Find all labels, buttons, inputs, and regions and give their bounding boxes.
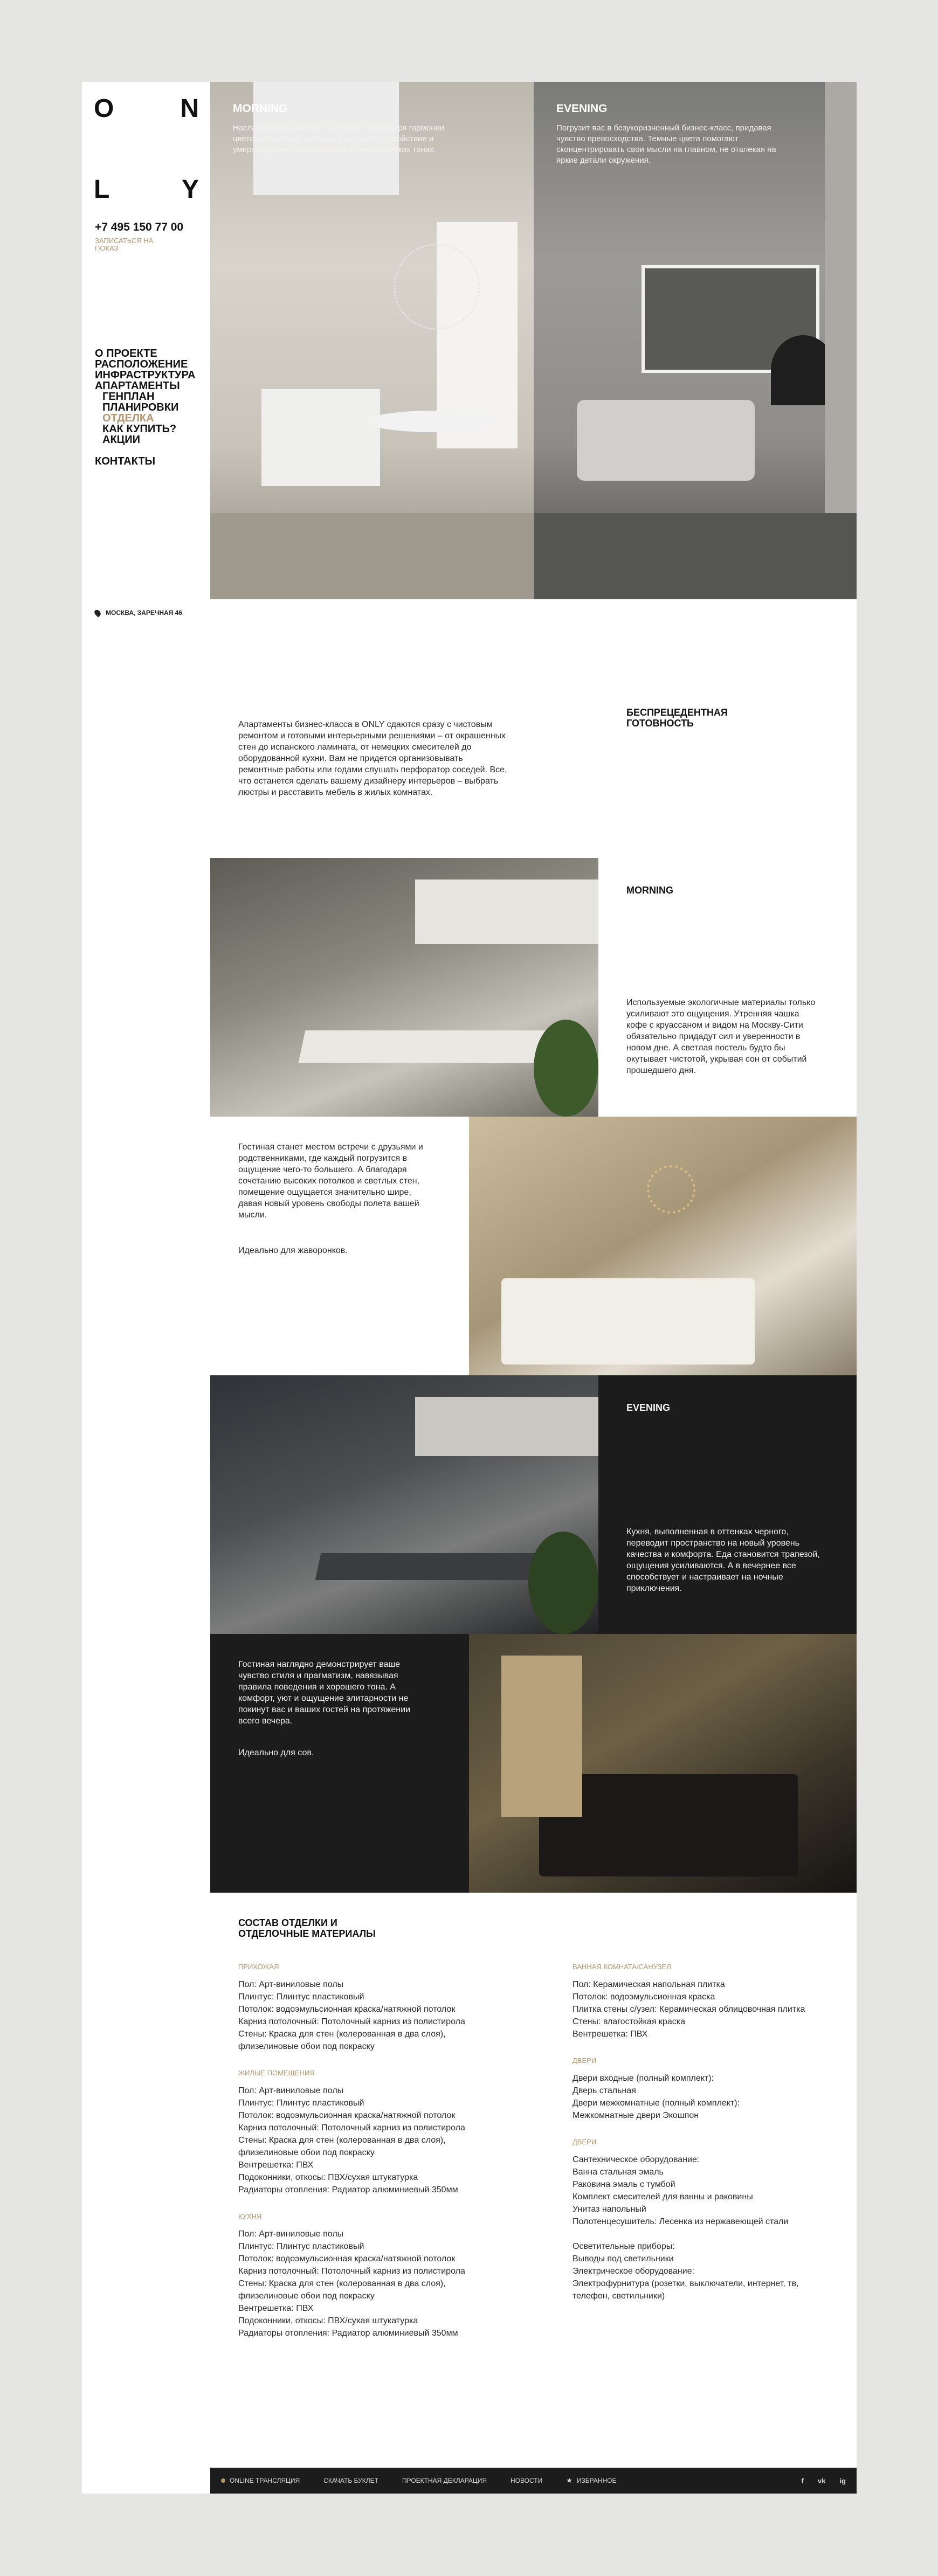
material-line: Дверь стальная <box>573 2086 636 2095</box>
morning-title: MORNING <box>626 885 673 896</box>
kitchen-cabinets <box>415 1397 598 1456</box>
material-line: Плитка стены с/узел: Керамическая облицовочная плитка <box>573 2005 805 2014</box>
materials-left-column <box>238 1963 529 2339</box>
hero-morning-text: Наслаждайтесь светом и чистотой. Благодаря гармонии цветовой палитры вы будете ощущать спокойствие и умиротворение, расслабляясь в теплых мягких тонах. <box>233 123 445 154</box>
social-links <box>802 2477 846 2485</box>
material-line: Пол: Арт-виниловые полы <box>238 2229 344 2239</box>
evening-title: EVENING <box>626 1402 671 1413</box>
vk-icon[interactable]: vk <box>817 2476 826 2485</box>
dining-table <box>315 1553 548 1580</box>
logo-letter-o: O <box>94 94 114 123</box>
material-line: Унитаз напольный <box>573 2205 646 2214</box>
menu-item-finishing[interactable]: ОТДЕЛКА <box>102 412 154 424</box>
material-line: Вентрешетка: ПВХ <box>238 2160 314 2170</box>
hero-morning-image <box>210 82 534 599</box>
evening-bedroom-section <box>210 1634 857 1893</box>
material-line: Раковина эмаль с тумбой <box>573 2180 675 2189</box>
material-line: Плинтус: Плинтус пластиковый <box>238 1992 364 2002</box>
kitchen-cabinets <box>415 880 598 944</box>
material-line: Плинтус: Плинтус пластиковый <box>238 2242 364 2251</box>
hero-evening-label: EVENING <box>556 102 608 115</box>
material-line: флизелиновые обои под покраску <box>238 2148 375 2157</box>
plant <box>528 1532 598 1634</box>
material-line: Межкомнатные двери Экошпон <box>573 2111 699 2120</box>
footer-project-declaration-label: ПРОЕКТНАЯ ДЕКЛАРАЦИЯ <box>402 2477 487 2484</box>
sofa <box>577 400 755 481</box>
main-menu <box>95 348 195 467</box>
material-line: Сантехническое оборудование: <box>573 2155 700 2164</box>
material-line: Пол: Арт-виниловые полы <box>238 1980 344 1989</box>
material-line: Потолок: водоэмульсионная краска <box>573 1992 715 2002</box>
spacer <box>573 2228 842 2240</box>
material-line: Двери межкомнатные (полный комплект): <box>573 2099 740 2108</box>
address-text: МОСКВА, ЗАРЕЧНАЯ 46 <box>106 609 182 617</box>
evening-text-2: Гостиная наглядно демонстрирует ваше чувство стиля и прагматизм, навязывая правила поведения и хорошего тона. А комфорт, уют и ощущение элитарности не покинут вас и ваших гостей на протяжении всего вечера. <box>238 1660 410 1726</box>
category-bathroom: ВАННАЯ КОМНАТА/САНУЗЕЛ <box>573 1963 671 1971</box>
material-line: Вентрешетка: ПВХ <box>573 2030 648 2039</box>
menu-item-layouts[interactable]: ПЛАНИРОВКИ <box>102 401 179 413</box>
material-line: флизелиновые обои под покраску <box>238 2042 375 2051</box>
material-line: телефон, светильники) <box>573 2291 665 2301</box>
material-line: Карниз потолочный: Потолочный карниз из полистирола <box>238 2267 465 2276</box>
phone-number[interactable]: +7 495 150 77 00 <box>95 221 184 233</box>
footer-download-booklet[interactable] <box>323 2477 378 2484</box>
footer-favorites-label: ИЗБРАННОЕ <box>576 2477 617 2484</box>
ready-title: БЕСПРЕЦЕДЕНТНАЯ ГОТОВНОСТЬ <box>626 707 728 729</box>
material-line: Стены: Краска для стен (колерованная в два слоя), <box>238 2136 446 2145</box>
logo[interactable] <box>94 94 199 218</box>
plant <box>534 1020 598 1117</box>
hero-morning-label: MORNING <box>233 102 288 115</box>
morning-note: Идеально для жаворонков. <box>238 1246 348 1255</box>
material-line: Карниз потолочный: Потолочный карниз из полистирола <box>238 2123 465 2132</box>
ready-text: Апартаменты бизнес-класса в ONLY сдаются сразу с чистовым ремонтом и готовыми интерьерными решениями – от окрашенных стен до испанского ламината, от немецких смесителей до оборудованной кухни. Вам не придется организовывать ремонтные работы или годами слушать перфоратор соседей. Все, что останется сделать вашему дизайнеру интерьеров – выбрать люстры и расставить мебель в жилых комнатах. <box>238 720 507 797</box>
menu-item-location[interactable]: РАСПОЛОЖЕНИЕ <box>95 358 188 370</box>
ready-section <box>210 599 857 858</box>
logo-letter-y: Y <box>181 175 199 204</box>
footer-download-booklet-label: СКАЧАТЬ БУКЛЕТ <box>323 2477 378 2484</box>
logo-letter-l: L <box>94 175 110 204</box>
material-line: Электрическое оборудование: <box>573 2267 694 2276</box>
category-kitchen: КУХНЯ <box>238 2212 262 2220</box>
material-line: Стены: влагостойкая краска <box>573 2017 685 2026</box>
dining-table <box>367 411 501 432</box>
footer-news[interactable] <box>511 2477 542 2484</box>
material-line: Пол: Арт-виниловые полы <box>238 2086 344 2095</box>
material-line: Подоконники, откосы: ПВХ/сухая штукатурка <box>238 2316 418 2325</box>
morning-kitchen-photo <box>210 858 598 1117</box>
material-line: Пол: Керамическая напольная плитка <box>573 1980 725 1989</box>
page <box>82 82 857 2494</box>
material-line: Радиаторы отопления: Радиатор алюминиевый 350мм <box>238 2329 458 2338</box>
menu-item-about[interactable]: О ПРОЕКТЕ <box>95 348 157 359</box>
material-line: Карниз потолочный: Потолочный карниз из полистирола <box>238 2017 465 2026</box>
menu-item-promotions[interactable]: АКЦИИ <box>102 434 141 446</box>
menu-item-contacts[interactable]: КОНТАКТЫ <box>95 455 156 467</box>
materials-right-column <box>573 1963 842 2302</box>
morning-section <box>210 858 857 1117</box>
floor <box>534 513 857 599</box>
material-line: флизелиновые обои под покраску <box>238 2291 375 2301</box>
material-line: Электрофурнитура (розетки, выключатели, интернет, тв, <box>573 2279 799 2288</box>
morning-bedroom-section <box>210 1117 857 1375</box>
evening-text: Кухня, выполненная в оттенках черного, переводит пространство на новый уровень качества и комфорта. Еда становится трапезой, ощущения усиливаются. А в вечернее все способствует и настраивает на ночные приключения. <box>626 1527 820 1593</box>
material-line: Плинтус: Плинтус пластиковый <box>238 2099 364 2108</box>
material-line: Подоконники, откосы: ПВХ/сухая штукатурка <box>238 2173 418 2182</box>
morning-bedroom-photo <box>469 1117 857 1375</box>
material-line: Двери входные (полный комплект): <box>573 2074 714 2083</box>
material-line: Ванна стальная эмаль <box>573 2168 664 2177</box>
morning-text-2: Гостиная станет местом встречи с друзьями и родственниками, где каждый погрузится в ощущение чего-то большего. А благодаря сочетанию высоких потолков и светлых стен, помещение ощущается значительно шире, давая новый уровень свободы полета вашей мысли. <box>238 1142 423 1220</box>
floor <box>210 513 534 599</box>
menu-item-infrastructure[interactable]: ИНФРАСТРУКТУРА <box>95 369 196 381</box>
material-line: Комплект смесителей для ванны и раковины <box>573 2192 753 2201</box>
material-line: Стены: Краска для стен (колерованная в два слоя), <box>238 2030 446 2039</box>
material-line: Стены: Краска для стен (колерованная в два слоя), <box>238 2279 446 2288</box>
material-line: Вентрешетка: ПВХ <box>238 2304 314 2313</box>
live-dot-icon <box>221 2478 225 2483</box>
footer-news-label: НОВОСТИ <box>511 2477 543 2484</box>
materials-section <box>210 1893 857 2468</box>
address <box>95 609 182 617</box>
morning-text: Используемые экологичные материалы только усиливают это ощущения. Утренняя чашка кофе с круассаном и видом на Москву-Сити обязательно придадут сил и уверенности в новом дне. А светлая постель будто бы окутывает чистотой, укрывая сон от событий прошедшего дня. <box>626 998 816 1075</box>
category-doors: ДВЕРИ <box>573 2056 597 2065</box>
decor-panel <box>501 1656 582 1817</box>
logo-letter-n: N <box>180 94 199 123</box>
footer <box>210 2468 857 2494</box>
menu-item-apartments[interactable]: АПАРТАМЕНТЫ <box>95 380 180 392</box>
material-line: Радиаторы отопления: Радиатор алюминиевый 350мм <box>238 2185 458 2194</box>
materials-title: СОСТАВ ОТДЕЛКИ И ОТДЕЛОЧНЫЕ МАТЕРИАЛЫ <box>238 1917 376 1939</box>
evening-section <box>210 1375 857 1634</box>
evening-kitchen-photo <box>210 1375 598 1634</box>
material-line: Полотенцесушитель: Лесенка из нержавеющей стали <box>573 2217 789 2226</box>
facebook-icon[interactable]: f <box>801 2476 804 2485</box>
evening-note: Идеально для сов. <box>238 1748 314 1757</box>
callback-link[interactable]: ЗАПИСАТЬСЯ НА ПОКАЗ <box>95 237 154 252</box>
material-line: Потолок: водоэмульсионная краска/натяжной потолок <box>238 2005 456 2014</box>
chandelier <box>394 244 480 330</box>
footer-online-stream-label: ONLINE ТРАНСЛЯЦИЯ <box>230 2477 300 2484</box>
material-line: Выводы под светильники <box>573 2254 674 2263</box>
bed <box>501 1278 755 1365</box>
footer-favorites[interactable] <box>566 2476 616 2485</box>
evening-bedroom-photo <box>469 1634 857 1893</box>
sidebar <box>82 82 210 2494</box>
category-doors-2: ДВЕРИ <box>573 2138 597 2146</box>
kitchen-lower-cabinets <box>261 389 380 486</box>
category-living-rooms: ЖИЛЫЕ ПОМЕЩЕНИЯ <box>238 2069 315 2077</box>
star-icon: ★ <box>566 2476 573 2484</box>
instagram-icon[interactable]: ig <box>839 2476 846 2485</box>
category-hallway: ПРИХОЖАЯ <box>238 1963 279 1971</box>
kitchen-island <box>299 1030 554 1063</box>
location-pin-icon <box>93 608 102 617</box>
hero-evening-text: Погрузит вас в безукоризненный бизнес-класс, придавая чувство превосходства. Темные цвета помогают сконцентрировать свои мысли на главном, не отвлекая на яркие детали окружения. <box>556 123 776 165</box>
material-line: Потолок: водоэмульсионная краска/натяжной потолок <box>238 2111 456 2120</box>
material-line: Потолок: водоэмульсионная краска/натяжной потолок <box>238 2254 456 2263</box>
sunburst-mirror <box>647 1165 695 1214</box>
hero-section <box>210 82 857 599</box>
menu-item-genplan[interactable]: ГЕНПЛАН <box>102 391 155 403</box>
footer-online-stream[interactable] <box>221 2477 300 2484</box>
material-line: Осветительные приборы: <box>573 2242 675 2251</box>
menu-item-how-to-buy[interactable]: КАК КУПИТЬ? <box>102 423 177 435</box>
footer-project-declaration[interactable] <box>402 2477 487 2484</box>
